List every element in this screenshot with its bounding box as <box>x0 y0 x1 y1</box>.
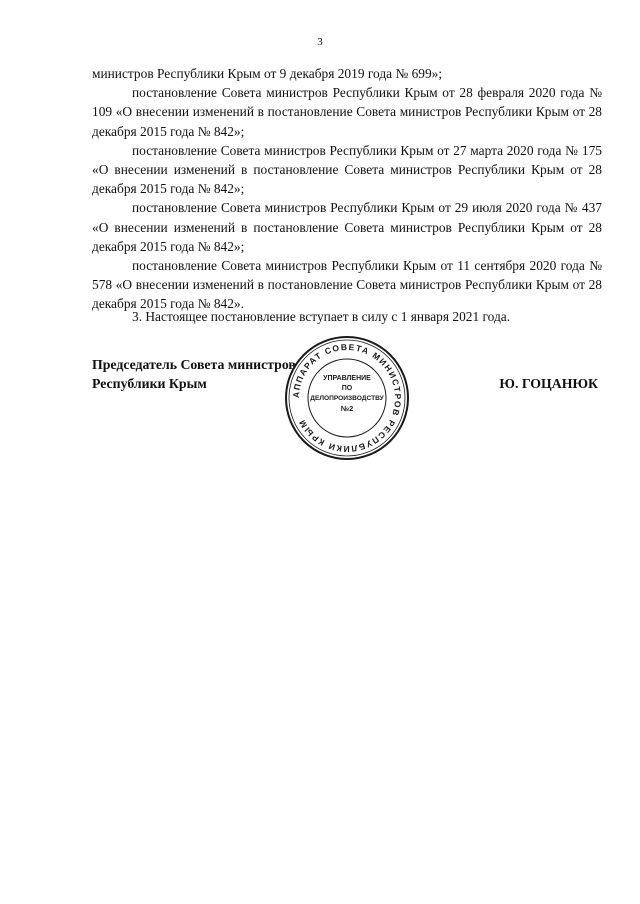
stamp-center-line4: №2 <box>340 404 354 413</box>
paragraph-resolution-109: постановление Совета министров Республики Крым от 28 февраля 2020 года № 109 «О внесении изменений в постановление Совета министров Республики Крым от 28 декабря 2015 года № 842»; <box>92 85 602 139</box>
effective-date-clause: 3. Настоящее постановление вступает в силу с 1 января 2021 года. <box>132 309 511 324</box>
stamp-seal-icon <box>283 334 411 462</box>
official-stamp <box>283 334 411 462</box>
paragraph-resolution-175: постановление Совета министров Республики Крым от 27 марта 2020 года № 175 «О внесении изменений в постановление Совета министров Республики Крым от 28 декабря 2015 года № 842»; <box>92 142 602 197</box>
stamp-center-line2: ПО <box>341 385 353 392</box>
page-number: 3 <box>317 36 323 48</box>
paragraph-continuation: министров Республики Крым от 9 декабря 2019 года № 699»; <box>92 66 443 81</box>
signer-name: Ю. ГОЦАНЮК <box>499 376 598 391</box>
paragraph-resolution-578: постановление Совета министров Республики Крым от 11 сентября 2020 года № 578 «О внесении изменений в постановление Совета министров Республики Крым от 28 декабря 2015 года № 842». <box>92 258 602 312</box>
stamp-center-line1: УПРАВЛЕНИЕ <box>323 375 371 382</box>
signer-title-line2: Республики Крым <box>92 376 207 391</box>
stamp-center-line3: ДЕЛОПРОИЗВОДСТВУ <box>310 395 384 402</box>
signer-title-line1: Председатель Совета министров <box>92 357 296 372</box>
document-body <box>92 64 602 314</box>
paragraph-resolution-437: постановление Совета министров Республики Крым от 29 июля 2020 года № 437 «О внесении изменений в постановление Совета министров Республики Крым от 28 декабря 2015 года № 842»; <box>92 200 602 254</box>
stamp-ring-text: АППАРАТ СОВЕТА МИНИСТРОВ РЕСПУБЛИКИ КРЫМ <box>290 341 404 455</box>
